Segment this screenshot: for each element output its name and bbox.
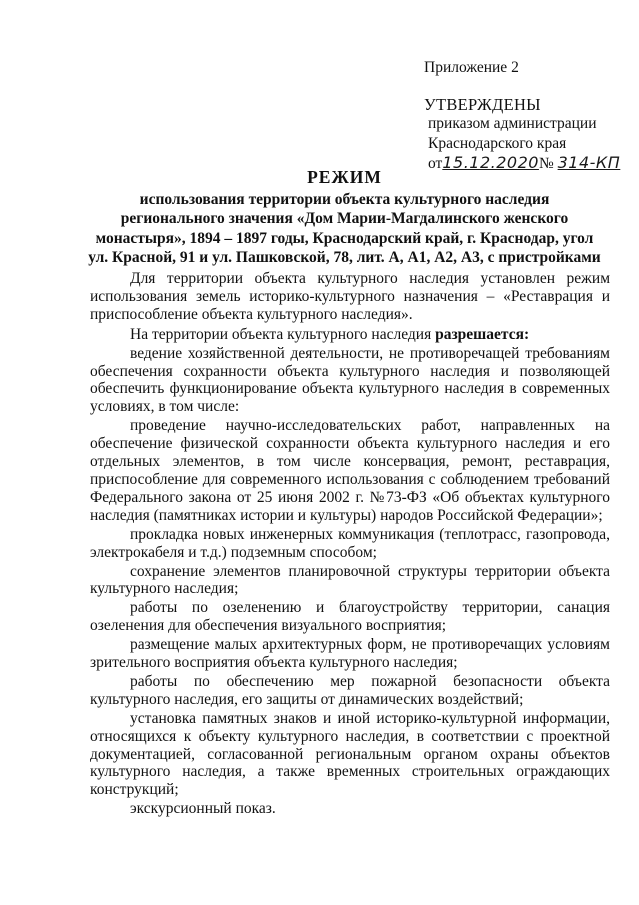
appendix-label: Приложение 2: [424, 59, 519, 76]
intro-paragraph: Для территории объекта культурного наследия установлен режим использования земель историко-культурного назначения – «Реставрация и приспособление объекта культурного наследия».: [90, 270, 610, 323]
title-line-2: регионального значения «Дом Марии-Магдалинского женского: [120, 210, 569, 227]
permitted-text: На территории объекта культурного наследия: [130, 325, 436, 343]
title-line-4: ул. Красной, 91 и ул. Пашковской, 78, лит. А, А1, А2, А3, с пристройками: [88, 249, 601, 266]
permitted-item-4: сохранение элементов планировочной структуры территории объекта культурного наследия;: [90, 562, 610, 598]
permitted-emphasis: разрешается:: [435, 325, 530, 343]
document-title: РЕЖИМ: [307, 167, 382, 187]
document-title-block: [70, 168, 619, 268]
permitted-item-2: проведение научно-исследовательских работ, направленных на обеспечение физической сохранности объекта культурного наследия и его отдельных элементов, в том числе консервация, ремонт, реставрация, приспособление для современного использования с соблюдением требований Федерального закона от 25 июня 2002 г. №73-ФЗ «Об объектах культурного наследия (памятниках истории и культуры) народов Российской Федерации»;: [90, 417, 610, 524]
permitted-item-1: ведение хозяйственной деятельности, не противоречащей требованиям обеспечения сохранности объекта культурного наследия и позволяющей обеспечить функционирование объекта культурного наследия в современных условиях, в том числе:: [90, 344, 610, 416]
permitted-item-8: установка памятных знаков и иной историко-культурной информации, относящихся к объекту культурного наследия, в соответствии с проектной документацией, согласованной региональным органом охраны объектов культурного наследия, а также временных строительных ограждающих конструкций;: [90, 709, 610, 799]
approved-heading: УТВЕРЖДЕНЫ: [424, 94, 541, 114]
approval-block: [424, 58, 634, 174]
permitted-paragraph: [90, 326, 610, 344]
permitted-item-5: работы по озеленению и благоустройству территории, санация озеленения для обеспечения визуального восприятия;: [90, 599, 610, 635]
title-line-1: использования территории объекта культурного наследия: [139, 190, 550, 208]
permitted-item-9: экскурсионный показ.: [130, 800, 276, 818]
permitted-item-3: прокладка новых инженерных коммуникация (теплотрасс, газопровода, электрокабеля и т.д.) подземным способом;: [90, 525, 610, 561]
handwritten-number: 314-КП: [557, 153, 621, 172]
permitted-item-7: работы по обеспечению мер пожарной безопасности объекта культурного наследия, его защиты от динамических воздействий;: [90, 672, 610, 708]
date-prefix: от: [428, 155, 443, 172]
document-body: [90, 270, 610, 818]
permitted-item-6: размещение малых архитектурных форм, не противоречащих условиям зрительного восприятия объекта культурного наследия;: [90, 636, 610, 672]
number-prefix: №: [538, 155, 554, 172]
approval-line-2: Краснодарского края: [428, 134, 567, 152]
title-line-3: монастыря», 1894 – 1897 годы, Краснодарский край, г. Краснодар, угол: [95, 229, 594, 247]
approval-line-1: приказом администрации: [428, 115, 597, 132]
handwritten-date: 15.12.2020: [442, 153, 539, 172]
